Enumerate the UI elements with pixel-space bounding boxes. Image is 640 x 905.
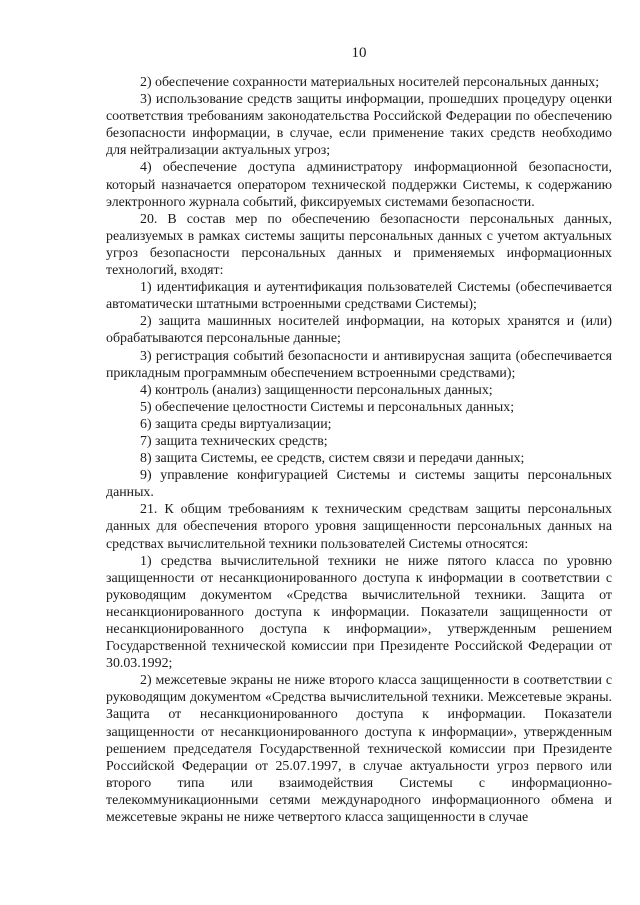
paragraph-item-2-media-protection: 2) защита машинных носителей информации, на которых хранятся и (или) обрабатываются персональные данные; xyxy=(106,314,612,347)
paragraph-item-1-identification: 1) идентификация и аутентификация пользователей Системы (обеспечивается автоматически штатными встроенными средствами Системы); xyxy=(106,280,612,313)
paragraph-item-4-control: 4) контроль (анализ) защищенности персональных данных; xyxy=(140,382,493,398)
paragraph-item-2-media-safety: 2) обеспечение сохранности материальных носителей персональных данных; xyxy=(140,75,600,90)
paragraph-item-8-system-protection: 8) защита Системы, ее средств, систем связи и передачи данных; xyxy=(140,451,525,467)
paragraph-item-3-registration: 3) регистрация событий безопасности и антивирусная защита (обеспечивается прикладным программным обеспечением встроенными средствами); xyxy=(106,348,612,381)
paragraph-item-6-virtualization: 6) защита среды виртуализации; xyxy=(140,416,332,432)
page-number: 10 xyxy=(351,45,367,61)
paragraph-item-2-firewalls: 2) межсетевые экраны не ниже второго класса защищенности в соответствии с руководящим документом «Средства вычислительной техники. Межсетевые экраны. Защита от несанкционированного доступа к информации. Показатели защищенности от несанкционированного доступа к информации», утвержденным решением председателя Государственной технической комиссии при Президенте Российской Федерации от 25.07.1997, в случае актуальности угроз первого или второго типа или взаимодействия Системы с информационно-телекоммуникационными сетями международного информационного обмена и межсетевые экраны не ниже четвертого класса защищенности в случае xyxy=(106,673,612,826)
paragraph-item-4-admin-access: 4) обеспечение доступа администратору информационной безопасности, который назначается оператором технической поддержки Системы, к содержанию электронного журнала событий, фиксируемых системами безопасности. xyxy=(106,160,612,210)
paragraph-clause-20: 20. В состав мер по обеспечению безопасности персональных данных, реализуемых в рамках системы защиты персональных данных с учетом актуальных угроз безопасности персональных данных и применяемых информационных технологий, входят: xyxy=(106,211,612,279)
paragraph-item-5-integrity: 5) обеспечение целостности Системы и персональных данных; xyxy=(140,399,515,415)
paragraph-item-9-configuration: 9) управление конфигурацией Системы и системы защиты персональных данных. xyxy=(106,468,612,501)
paragraph-item-7-technical-means: 7) защита технических средств; xyxy=(140,433,328,449)
paragraph-item-3-protection-tools: 3) использование средств защиты информации, прошедших процедуру оценки соответствия требованиям законодательства Российской Федерации по обеспечению безопасности информации, в случае, если применение таких средств необходимо для нейтрализации актуальных угроз; xyxy=(106,92,612,159)
paragraph-item-1-computing-means: 1) средства вычислительной техники не ниже пятого класса по уровню защищенности от несанкционированного доступа к информации в соответствии с руководящим документом «Средства вычислительной техники. Защита от несанкционированного доступа к информации. Показатели защищенности от несанкционированного доступа к информации», утвержденным решением Государственной технической комиссии при Президенте Российской Федерации от 30.03.1992; xyxy=(106,553,612,672)
paragraph-clause-21: 21. К общим требованиям к техническим средствам защиты персональных данных для обеспечения второго уровня защищенности персональных данных на средствах вычислительной техники пользователей Системы относятся: xyxy=(106,502,612,552)
